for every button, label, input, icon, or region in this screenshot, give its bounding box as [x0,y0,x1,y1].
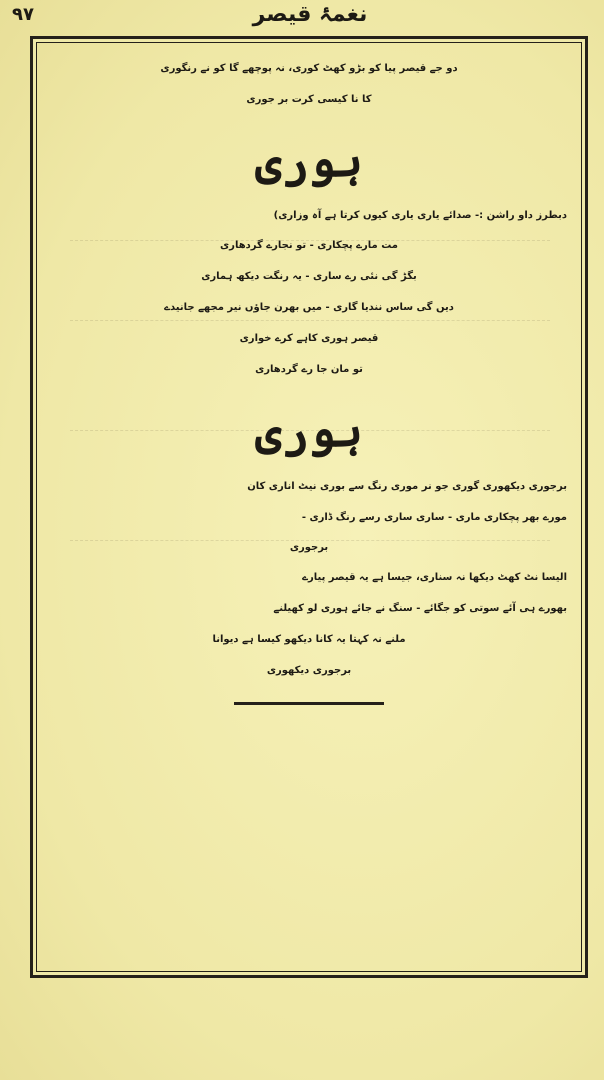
song-1-line: دیں گی ساس نندیا گاری - میں بھرن جاؤں نیر مجھے جانیدے [164,302,454,313]
page-header [0,2,604,38]
text-frame [30,36,588,978]
song-1-tune-note: دبطرز داو راشن :- صدائے یاری یاری کیوں کرتا ہے آہ وزاری) [273,210,567,221]
intro-line-2: کا نا کیسی کرت بر جوری [246,94,372,105]
song-2-line: ملنے نہ کہتا یہ کانا دیکھو کیسا ہے دیوانا [212,634,406,645]
song-1-heading: ہوری [255,133,363,187]
running-title: نغمۂ قیصر [252,2,368,27]
intro-line-1: دو جے قیصر پیا کو بڑو کھٹ کوری، نہ پوچھے گا کو نے رنگوری [160,63,458,74]
song-2-line: برجوری دیکھوری گوری جو نر موری رنگ سے بوری نیٹ اناری کان [247,481,567,492]
end-rule [234,702,384,705]
song-2-closing-refrain: برجوری دیکھوری [266,665,352,676]
song-1-line: بگڑ گی نئی رے ساری - یہ رنگت دیکھ ہماری [201,271,417,282]
page-content [45,53,573,963]
song-1-line: مت مارے پچکاری - تو نجارے گردھاری [220,240,398,251]
song-2-line: الیسا نٹ کھٹ دیکھا نہ سناری، جیسا ہے یہ قیصر پیارے [302,572,567,583]
song-2-heading: ہوری [255,403,363,457]
song-1-line: تو مان جا رے گردھاری [255,364,363,375]
page-number: ۹۷ [12,4,34,25]
song-1-line: قیصر ہوری کاہے کرے خواری [239,333,379,344]
song-2-refrain: برجوری [289,542,329,553]
song-2-line: مورے بھر پچکاری ماری - ساری ساری رسے رنگ ڈاری - [301,512,567,523]
song-2-line: بھورے ہی آئے سوتی کو جگائے - سنگ نے جائے ہوری لو کھیلنے [273,603,567,614]
